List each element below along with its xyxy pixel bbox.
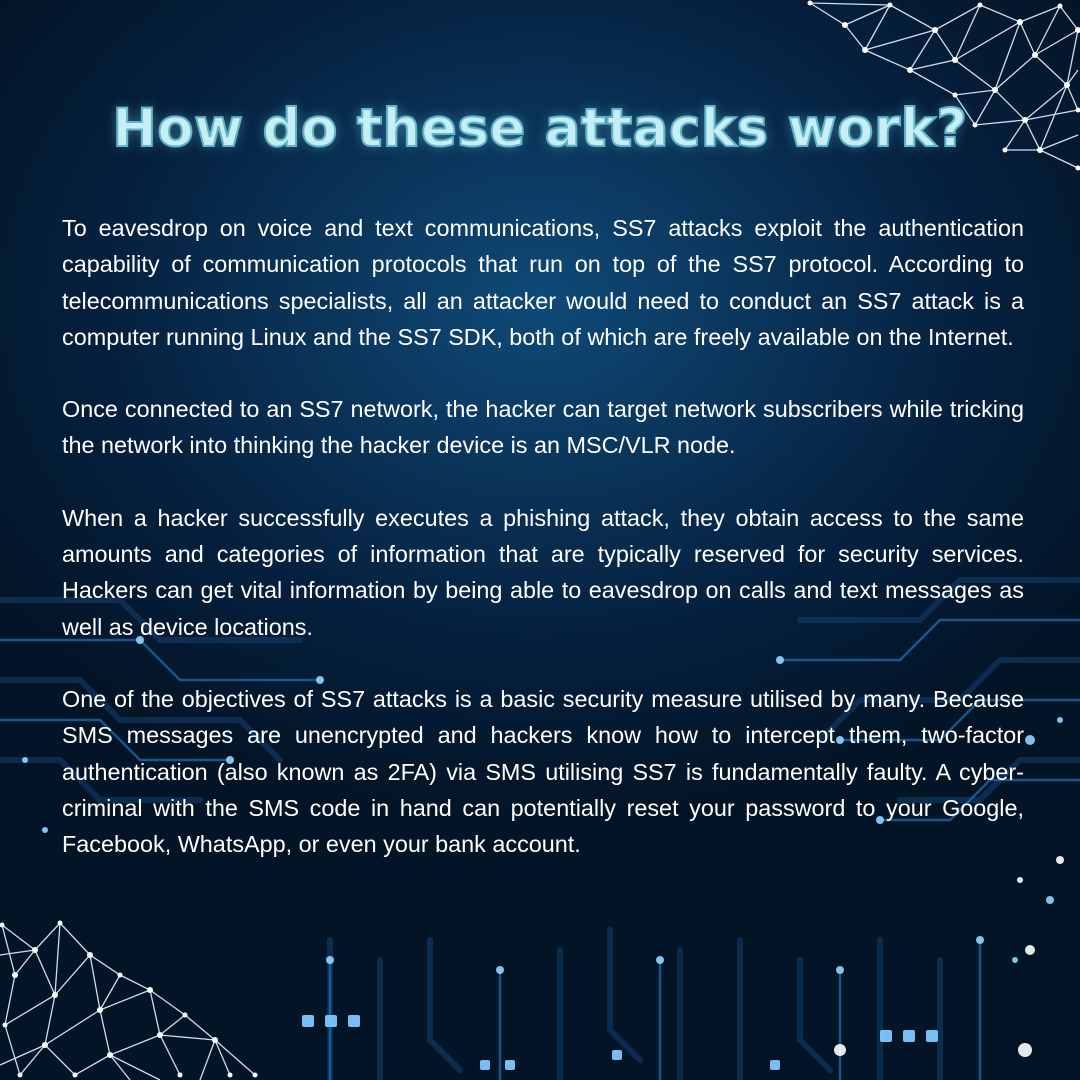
- paragraph-2: Once connected to an SS7 network, the hacker can target network subscribers while tricking the network into thinking the hacker device is an MSC/VLR node.: [62, 396, 1024, 459]
- body-text: [62, 210, 1024, 898]
- headline: How do these attacks work?: [112, 98, 968, 159]
- paragraph-4: One of the objectives of SS7 attacks is a basic security measure utilised by many. Because SMS messages are unencrypted and hackers know how to intercept them, two-factor authentication (also known as 2FA) via SMS utilising SS7 is fundamentally faulty. A cyber-criminal with the SMS code in hand can potentially reset your password to your Google, Facebook, WhatsApp, or even your bank account.: [62, 685, 1024, 858]
- paragraph-1: To eavesdrop on voice and text communications, SS7 attacks exploit the authentication capability of communication protocols that run on top of the SS7 protocol. According to telecommunications specialists, all an attacker would need to conduct an SS7 attack is a computer running Linux and the SS7 SDK, both of which are freely available on the Internet.: [62, 215, 1024, 350]
- paragraph-3: When a hacker successfully executes a phishing attack, they obtain access to the same amounts and categories of information that are typically reserved for security services. Hackers can get vital information by being able to eavesdrop on calls and text messages as well as device locations.: [62, 504, 1024, 640]
- network-mesh-bottom-left: [0, 915, 260, 1080]
